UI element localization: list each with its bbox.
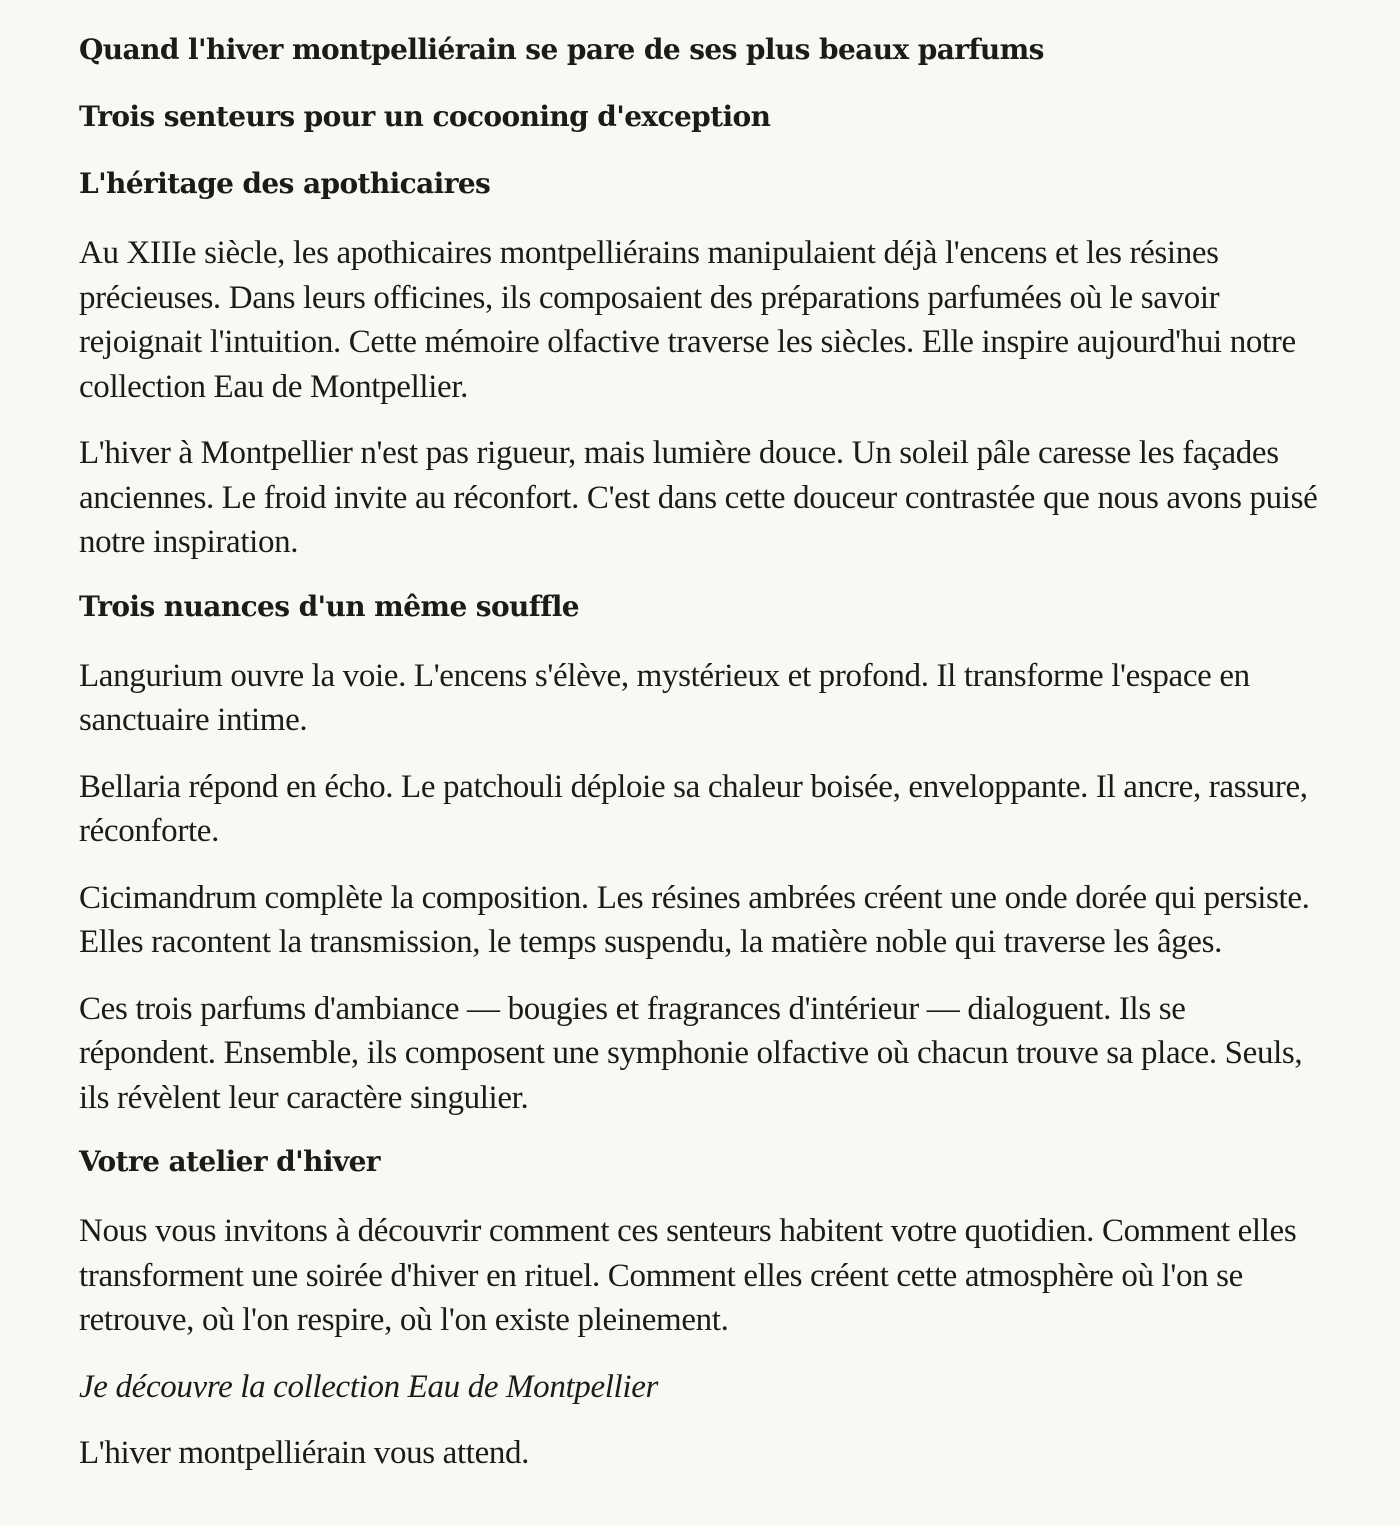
section-heading-heritage: L'héritage des apothicaires: [79, 167, 491, 200]
paragraph: Bellaria répond en écho. Le patchouli déploie sa chaleur boisée, enveloppante. Il ancre, rassure, réconforte.: [79, 768, 1308, 849]
collection-link[interactable]: Je découvre la collection Eau de Montpellier: [79, 1368, 658, 1405]
article-subtitle: Trois senteurs pour un cocooning d'exception: [79, 100, 771, 133]
closing-line: L'hiver montpelliérain vous attend.: [79, 1435, 530, 1471]
section-heading-nuances: Trois nuances d'un même souffle: [79, 589, 579, 623]
paragraph: Nous vous invitons à découvrir comment ces senteurs habitent votre quotidien. Comment elles transforment une soirée d'hiver en rituel. Comment elles créent cette atmosphère où l'on se retrouve, où l'on respire, où l'on existe pleinement.: [79, 1213, 1297, 1338]
article-title: Quand l'hiver montpelliérain se pare de ses plus beaux parfums: [79, 33, 1044, 66]
paragraph: Langurium ouvre la voie. L'encens s'élève, mystérieux et profond. Il transforme l'espace en sanctuaire intime.: [79, 657, 1250, 738]
section-heading-atelier: Votre atelier d'hiver: [79, 1145, 380, 1178]
paragraph: L'hiver à Montpellier n'est pas rigueur, mais lumière douce. Un soleil pâle caresse les façades anciennes. Le froid invite au réconfort. C'est dans cette douceur contrastée que nous avons puisé notre inspiration.: [79, 435, 1318, 560]
paragraph: Au XIIIe siècle, les apothicaires montpelliérains manipulaient déjà l'encens et les résines précieuses. Dans leurs officines, ils composaient des préparations parfumées où le savoir rejoignait l'intuition. Cette mémoire olfactive traverse les siècles. Elle inspire aujourd'hui notre collection Eau de Montpellier.: [79, 235, 1296, 405]
paragraph: Ces trois parfums d'ambiance — bougies et fragrances d'intérieur — dialoguent. Ils se répondent. Ensemble, ils composent une symphonie olfactive où chacun trouve sa place. Seuls, ils révèlent leur caractère singulier.: [79, 990, 1303, 1116]
paragraph: Cicimandrum complète la composition. Les résines ambrées créent une onde dorée qui persiste. Elles racontent la transmission, le temps suspendu, la matière noble qui traverse les âges.: [79, 879, 1310, 960]
